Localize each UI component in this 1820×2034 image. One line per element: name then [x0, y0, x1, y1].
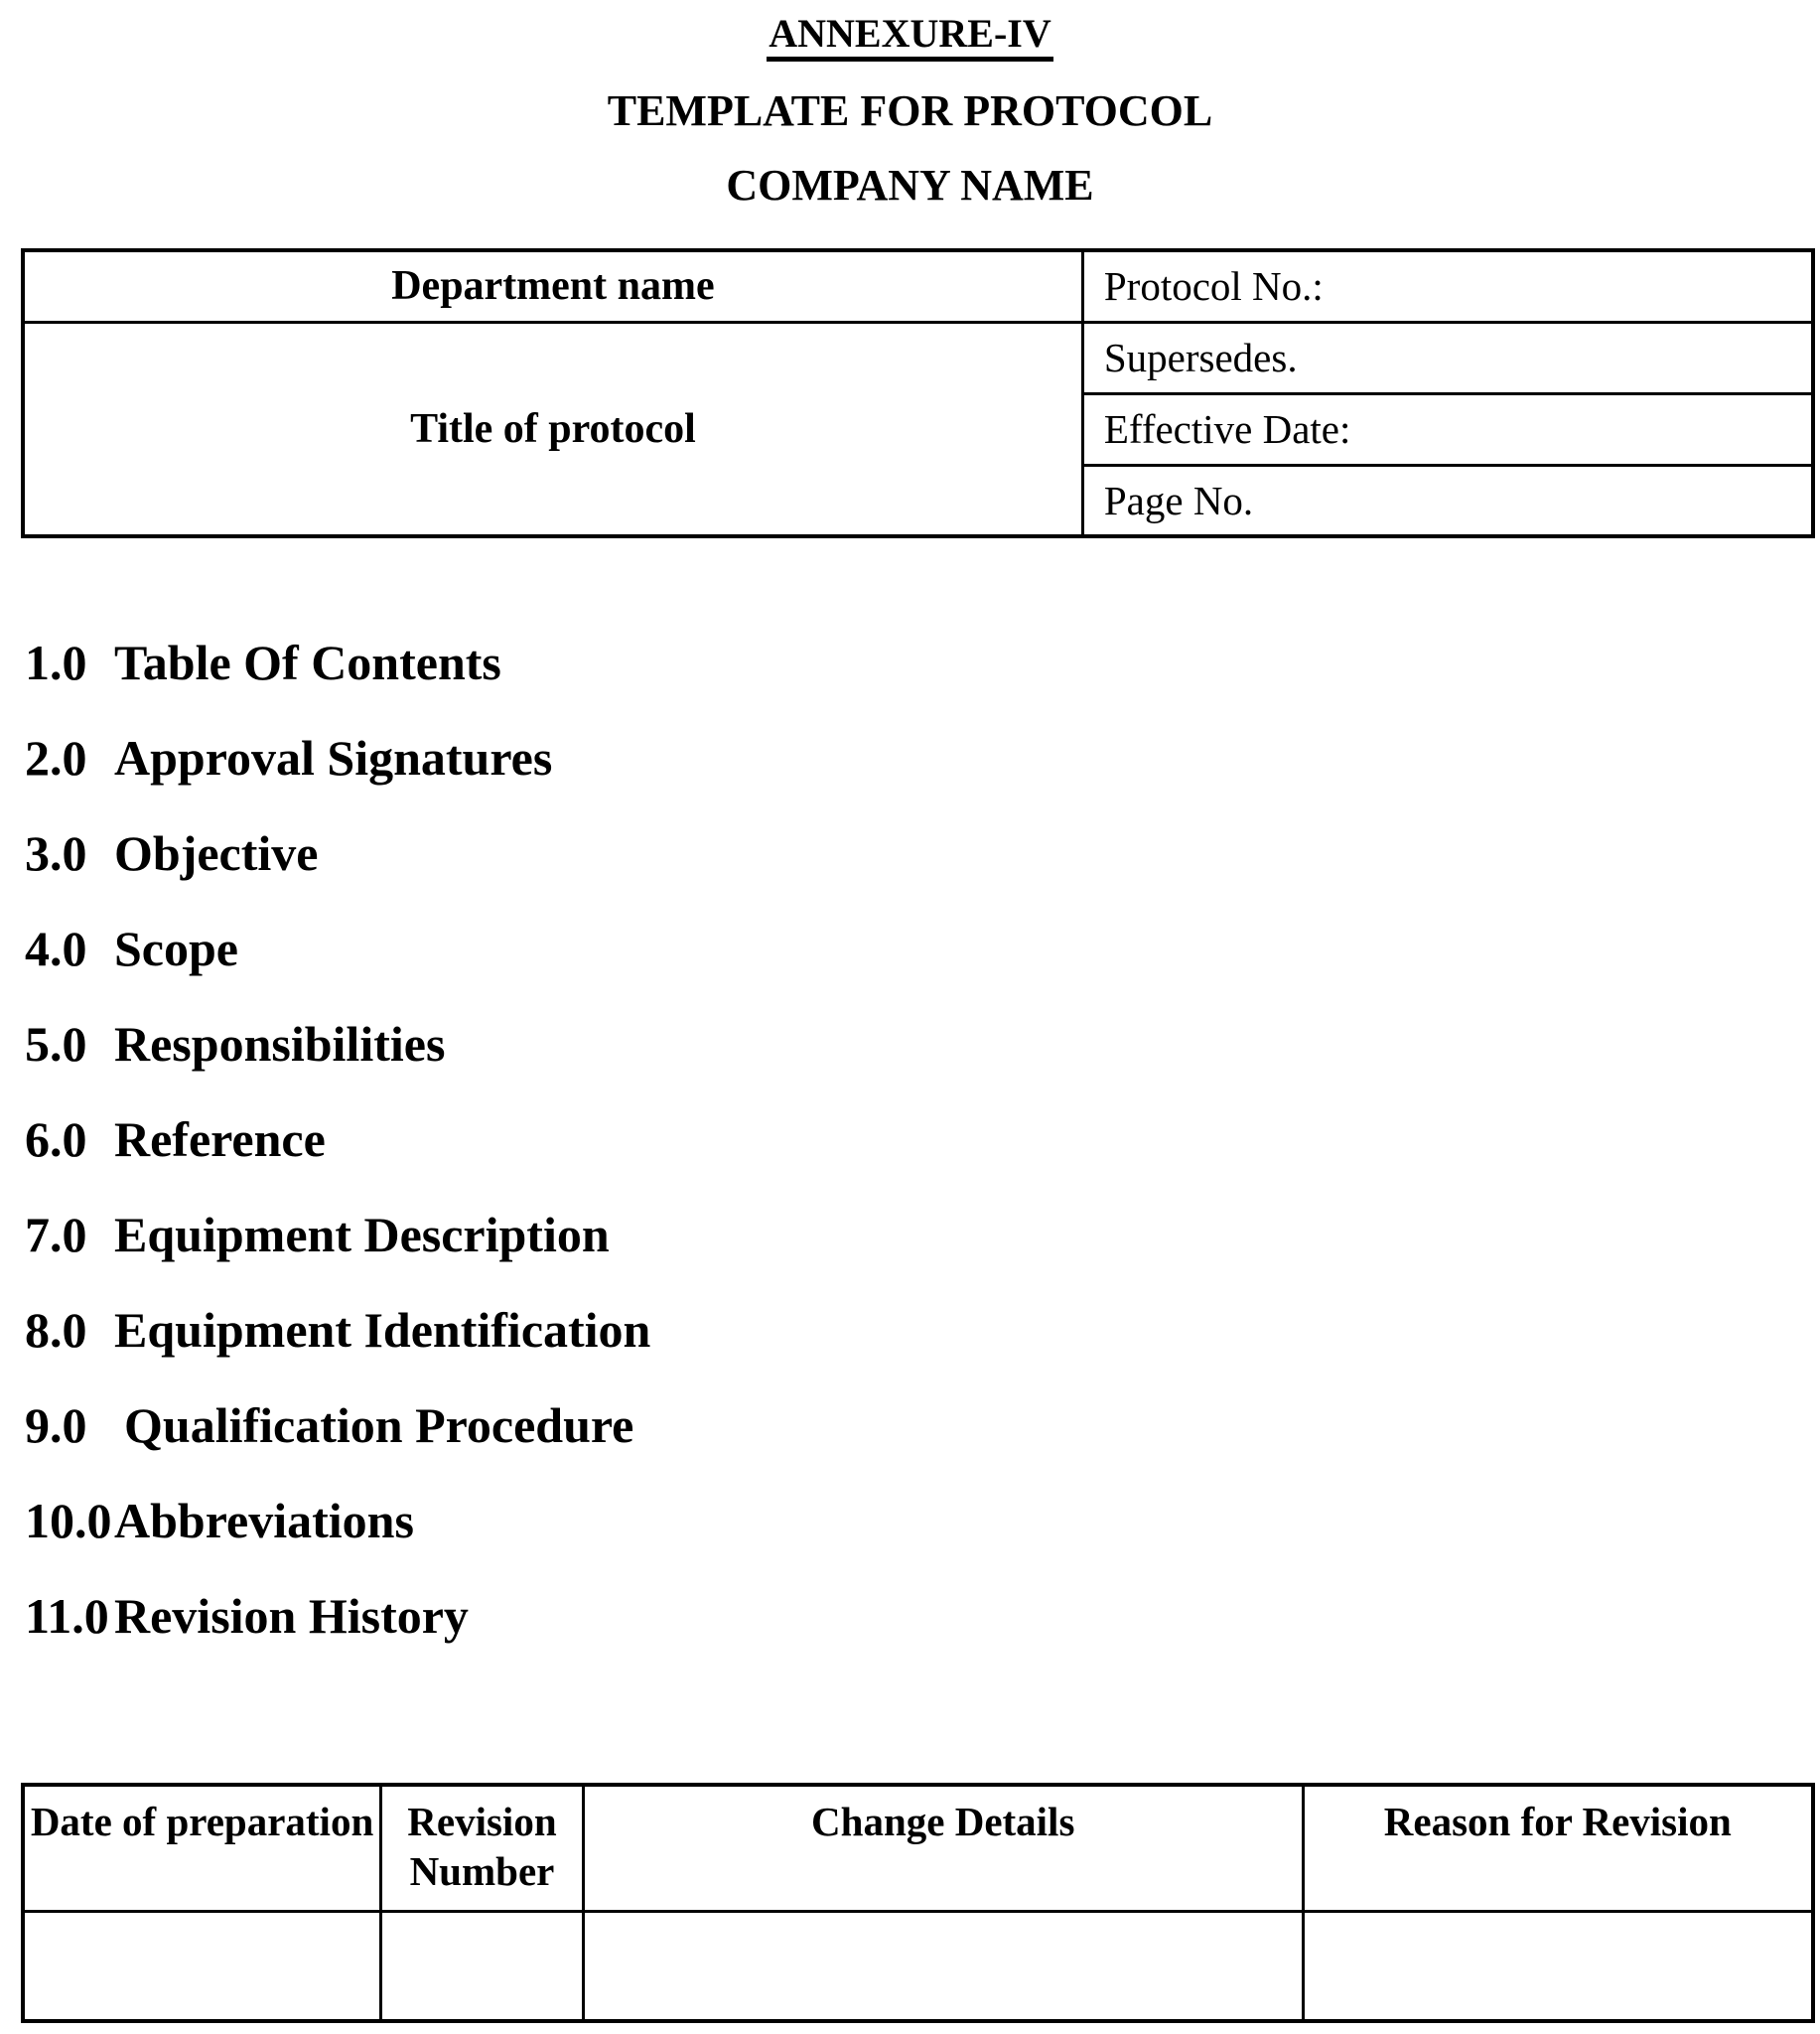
toc-item-label: Approval Signatures — [114, 730, 553, 786]
toc-item-number: 8.0 — [25, 1302, 87, 1358]
template-title: TEMPLATE FOR PROTOCOL — [607, 86, 1213, 135]
toc-item-number: 1.0 — [25, 635, 87, 690]
toc-item-label: Reference — [114, 1111, 326, 1167]
revision-header-row — [23, 1785, 1813, 1911]
toc-item-number: 10.0 — [25, 1493, 112, 1548]
toc-item-10 — [25, 1494, 650, 1548]
protocol-no-cell: Protocol No.: — [1082, 250, 1813, 322]
toc-item-label: Table Of Contents — [114, 635, 501, 690]
toc-item-number: 5.0 — [25, 1016, 87, 1072]
change-details-header: Change Details — [583, 1785, 1303, 1911]
toc-item-number: 7.0 — [25, 1207, 87, 1262]
page-no-cell: Page No. — [1082, 465, 1813, 536]
toc-item-number: 2.0 — [25, 730, 87, 786]
toc-item-3 — [25, 826, 650, 881]
toc-item-number: 6.0 — [25, 1111, 87, 1167]
department-name-cell: Department name — [23, 250, 1082, 322]
supersedes-row — [23, 322, 1813, 393]
effective-date-cell: Effective Date: — [1082, 393, 1813, 465]
toc-item-label: Objective — [114, 825, 319, 881]
revision-number-header: Revision Number — [381, 1785, 584, 1911]
toc-item-label: Equipment Identification — [114, 1302, 651, 1358]
toc-item-label: Abbreviations — [114, 1493, 414, 1548]
change-details-empty-cell — [583, 1911, 1303, 2021]
revision-empty-row — [23, 1911, 1813, 2021]
toc-item-number: 3.0 — [25, 825, 87, 881]
toc-item-2 — [25, 731, 650, 786]
toc-item-number: 4.0 — [25, 921, 87, 976]
toc-item-1 — [25, 636, 650, 690]
revision-history-table — [21, 1783, 1815, 2023]
toc-item-label: Qualification Procedure — [124, 1397, 634, 1453]
protocol-info-table — [21, 248, 1815, 538]
toc-item-4 — [25, 922, 650, 976]
toc-item-6 — [25, 1112, 650, 1167]
toc-item-11 — [25, 1589, 650, 1644]
date-of-preparation-empty-cell — [23, 1911, 381, 2021]
annexure-title — [0, 10, 1820, 58]
toc-item-label: Equipment Description — [114, 1207, 610, 1262]
toc-item-9 — [25, 1398, 650, 1453]
reason-for-revision-empty-cell — [1303, 1911, 1813, 2021]
toc-item-label: Responsibilities — [114, 1016, 446, 1072]
revision-number-empty-cell — [381, 1911, 584, 2021]
annexure-title-text: ANNEXURE-IV — [767, 11, 1052, 62]
toc-item-8 — [25, 1303, 650, 1358]
reason-for-revision-header: Reason for Revision — [1303, 1785, 1813, 1911]
toc-item-number: 9.0 — [25, 1397, 87, 1453]
date-of-preparation-header: Date of preparation — [23, 1785, 381, 1911]
title-of-protocol-cell: Title of protocol — [23, 322, 1082, 536]
toc-item-5 — [25, 1017, 650, 1072]
supersedes-cell: Supersedes. — [1082, 322, 1813, 393]
table-of-contents-list — [25, 636, 650, 1684]
department-row — [23, 250, 1813, 322]
toc-item-label: Revision History — [114, 1588, 469, 1644]
company-name-title: COMPANY NAME — [726, 161, 1094, 210]
toc-item-7 — [25, 1208, 650, 1262]
toc-item-number: 11.0 — [25, 1588, 109, 1644]
toc-item-label: Scope — [114, 921, 238, 976]
